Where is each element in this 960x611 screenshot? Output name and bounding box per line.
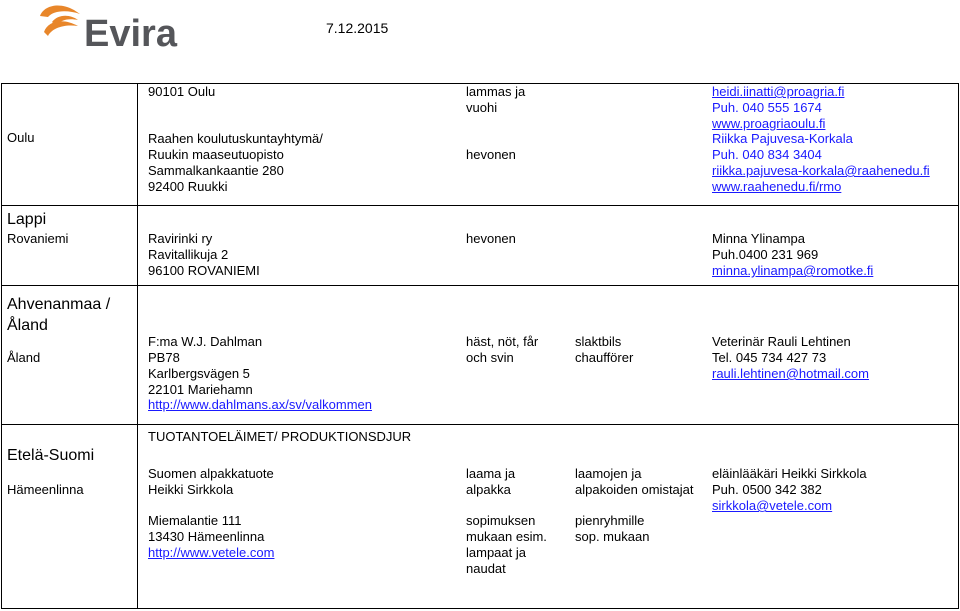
document-date: 7.12.2015 xyxy=(326,20,389,36)
org-line: 92400 Ruukki xyxy=(148,179,228,194)
etela-address-line: 13430 Hämeenlinna xyxy=(148,529,265,544)
oulu-animals2: hevonen xyxy=(466,147,516,162)
aland-animals-line: och svin xyxy=(466,350,514,365)
logo-text: Evira xyxy=(84,13,177,50)
contact-phone: Puh. 0500 342 382 xyxy=(712,482,822,497)
oulu-animals1-line: vuohi xyxy=(466,100,498,115)
etela-type-note-line: sop. mukaan xyxy=(575,529,650,544)
etela-address-line: Miemalantie 111 xyxy=(148,513,242,528)
lappi-city: Rovaniemi xyxy=(7,231,69,246)
etela-type-line: laamojen ja xyxy=(575,466,642,481)
aland-web-link[interactable]: http://www.dahlmans.ax/sv/valkommen xyxy=(148,397,372,412)
section-heading: TUOTANTOELÄIMET/ PRODUKTIONSDJUR xyxy=(148,429,412,444)
etela-animals-note-line: sopimuksen xyxy=(466,513,536,528)
org-line: Ruukin maaseutuopisto xyxy=(148,147,284,162)
contact-email-link[interactable]: minna.ylinampa@romotke.fi xyxy=(712,263,874,278)
org-line: Sammalkankaantie 280 xyxy=(148,163,284,178)
etela-animals-line: laama ja xyxy=(466,466,516,481)
contact-name: Minna Ylinampa xyxy=(712,231,805,246)
lappi-org-line: Ravirinki ry xyxy=(148,231,213,246)
etela-type-note-line: pienryhmille xyxy=(575,513,645,528)
aland-region-line: Åland xyxy=(7,317,48,334)
etela-suomi-region: Etelä-Suomi xyxy=(7,447,95,464)
etela-animals-line: alpakka xyxy=(466,482,511,497)
etela-org-line: Heikki Sirkkola xyxy=(148,482,234,497)
aland-city: Åland xyxy=(7,350,41,365)
contact-web-link[interactable]: www.raahenedu.fi/rmo xyxy=(712,179,842,194)
aland-org-line: PB78 xyxy=(148,350,180,365)
oulu-org1: 90101 Oulu xyxy=(148,84,216,99)
evira-logo-mark xyxy=(38,2,208,50)
lappi-org-line: Ravitallikuja 2 xyxy=(148,247,229,262)
contact-name: Riikka Pajuvesa-Korkala xyxy=(712,131,853,146)
aland-type-line: slaktbils xyxy=(575,334,622,349)
oulu-animals1-line: lammas ja xyxy=(466,84,526,99)
contact-email-link[interactable]: riikka.pajuvesa-korkala@raahenedu.fi xyxy=(712,163,930,178)
aland-org-line: F:ma W.J. Dahlman xyxy=(148,334,263,349)
etela-animals-note-line: lampaat ja xyxy=(466,545,526,560)
aland-org-line: 22101 Mariehamn xyxy=(148,382,253,397)
aland-region-line: Ahvenanmaa / xyxy=(7,296,111,313)
lappi-org-line: 96100 ROVANIEMI xyxy=(148,263,260,278)
contact-email-link[interactable]: heidi.iinatti@proagria.fi xyxy=(712,84,845,99)
contact-name: eläinlääkäri Heikki Sirkkola xyxy=(712,466,867,481)
etela-animals-note-line: mukaan esim. xyxy=(466,529,547,544)
aland-animals-line: häst, nöt, får xyxy=(466,334,539,349)
lappi-animals: hevonen xyxy=(466,231,516,246)
contact-email-link[interactable]: rauli.lehtinen@hotmail.com xyxy=(712,366,869,381)
lappi-region: Lappi xyxy=(7,211,47,228)
contact-phone: Puh.0400 231 969 xyxy=(712,247,819,262)
org-line: Raahen koulutuskuntayhtymä/ xyxy=(148,131,323,146)
contact-phone: Tel. 045 734 427 73 xyxy=(712,350,827,365)
contact-phone: Puh. 040 555 1674 xyxy=(712,100,822,115)
contact-name: Veterinär Rauli Lehtinen xyxy=(712,334,851,349)
etela-animals-note-line: naudat xyxy=(466,561,506,576)
aland-type-line: chaufförer xyxy=(575,350,634,365)
contact-phone: Puh. 040 834 3404 xyxy=(712,147,822,162)
etela-org-line: Suomen alpakkatuote xyxy=(148,466,274,481)
etela-web-link[interactable]: http://www.vetele.com xyxy=(148,545,275,560)
etela-suomi-city: Hämeenlinna xyxy=(7,482,84,497)
contact-web-link[interactable]: www.proagriaoulu.fi xyxy=(712,116,826,131)
contact-email-link[interactable]: sirkkola@vetele.com xyxy=(712,498,833,513)
evira-logo xyxy=(38,2,208,50)
aland-org-line: Karlbergsvägen 5 xyxy=(148,366,250,381)
oulu-city: Oulu xyxy=(7,130,35,145)
etela-type-line: alpakoiden omistajat xyxy=(575,482,694,497)
